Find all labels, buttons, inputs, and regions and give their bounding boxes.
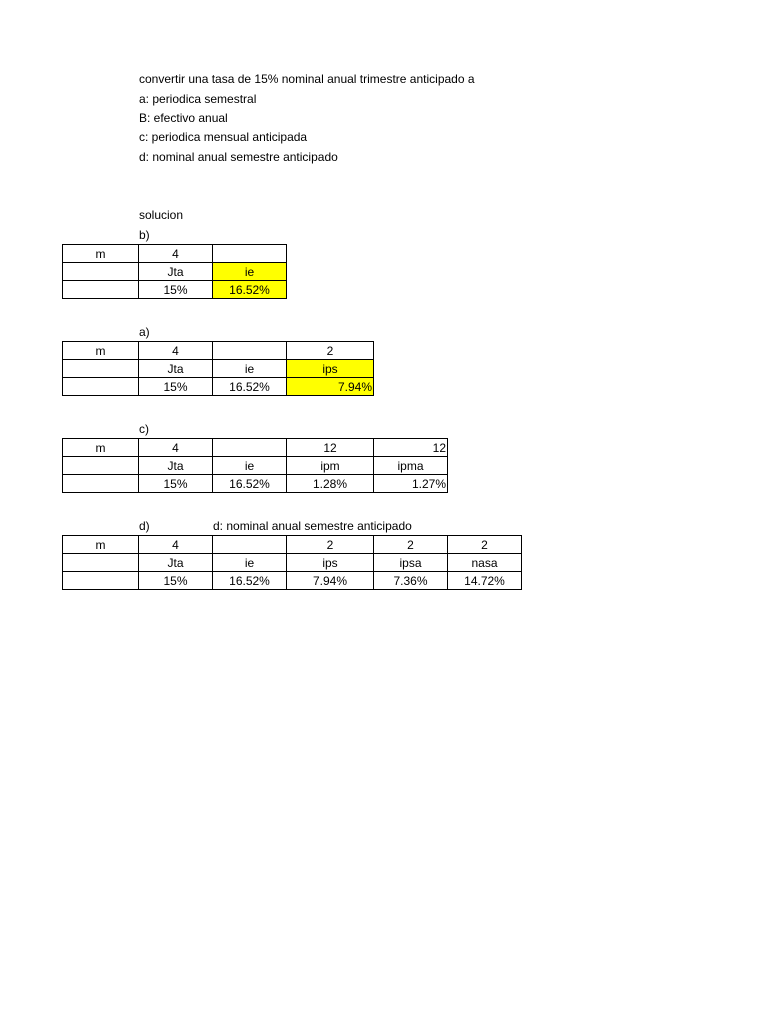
cell: 2 <box>287 536 374 554</box>
cell <box>213 439 287 457</box>
cell: 2 <box>287 342 374 360</box>
cell: ie <box>213 457 287 475</box>
problem-line-b: B: efectivo anual <box>139 111 228 125</box>
cell: Jta <box>139 457 213 475</box>
cell <box>63 263 139 281</box>
cell: 15% <box>139 378 213 396</box>
cell-highlighted: 7.94% <box>287 378 374 396</box>
part-b-label: b) <box>139 228 150 242</box>
table-row <box>63 281 287 299</box>
cell: 7.36% <box>374 572 448 590</box>
cell: 4 <box>139 245 213 263</box>
cell: 4 <box>139 342 213 360</box>
table-part-b <box>62 244 287 299</box>
cell: Jta <box>139 360 213 378</box>
cell: 7.94% <box>287 572 374 590</box>
cell: 16.52% <box>213 572 287 590</box>
cell <box>63 378 139 396</box>
table-row <box>63 245 287 263</box>
cell: 15% <box>139 475 213 493</box>
cell: 16.52% <box>213 378 287 396</box>
problem-line-c: c: periodica mensual anticipada <box>139 130 308 144</box>
part-d-title: d: nominal anual semestre anticipado <box>213 519 412 533</box>
cell: Jta <box>139 554 213 572</box>
problem-line-a: a: periodica semestral <box>139 92 257 106</box>
problem-line-1: convertir una tasa de 15% nominal anual trimestre anticipado a <box>139 72 475 86</box>
cell-highlighted: ips <box>287 360 374 378</box>
cell: ips <box>287 554 374 572</box>
cell: 14.72% <box>448 572 522 590</box>
part-d-label: d) <box>139 519 150 533</box>
cell: 12 <box>374 439 448 457</box>
cell: 15% <box>139 572 213 590</box>
cell: ipma <box>374 457 448 475</box>
cell <box>213 245 287 263</box>
table-row <box>63 342 374 360</box>
cell: ie <box>213 360 287 378</box>
cell: ipm <box>287 457 374 475</box>
cell: 1.27% <box>374 475 448 493</box>
cell <box>63 572 139 590</box>
cell: ipsa <box>374 554 448 572</box>
table-row <box>63 378 374 396</box>
table-row <box>63 263 287 281</box>
table-part-d <box>62 535 522 590</box>
cell <box>63 457 139 475</box>
cell <box>63 475 139 493</box>
cell <box>63 360 139 378</box>
cell: ie <box>213 554 287 572</box>
cell: 15% <box>139 281 213 299</box>
cell: 2 <box>448 536 522 554</box>
cell: nasa <box>448 554 522 572</box>
cell: 1.28% <box>287 475 374 493</box>
table-row <box>63 457 448 475</box>
cell: 4 <box>139 439 213 457</box>
cell: 16.52% <box>213 475 287 493</box>
cell: Jta <box>139 263 213 281</box>
part-c-label: c) <box>139 422 149 436</box>
cell-highlighted: ie <box>213 263 287 281</box>
cell: m <box>63 439 139 457</box>
table-row <box>63 439 448 457</box>
cell: 2 <box>374 536 448 554</box>
cell <box>63 281 139 299</box>
cell: 12 <box>287 439 374 457</box>
cell <box>213 536 287 554</box>
table-row <box>63 554 522 572</box>
table-row <box>63 360 374 378</box>
cell <box>63 554 139 572</box>
table-part-a <box>62 341 374 396</box>
solution-label: solucion <box>139 208 184 222</box>
table-part-c <box>62 438 448 493</box>
part-a-label: a) <box>139 325 150 339</box>
problem-line-d: d: nominal anual semestre anticipado <box>139 150 338 164</box>
cell: m <box>63 536 139 554</box>
table-row <box>63 536 522 554</box>
cell: m <box>63 245 139 263</box>
cell <box>213 342 287 360</box>
cell: 4 <box>139 536 213 554</box>
cell: m <box>63 342 139 360</box>
table-row <box>63 475 448 493</box>
table-row <box>63 572 522 590</box>
cell-highlighted: 16.52% <box>213 281 287 299</box>
